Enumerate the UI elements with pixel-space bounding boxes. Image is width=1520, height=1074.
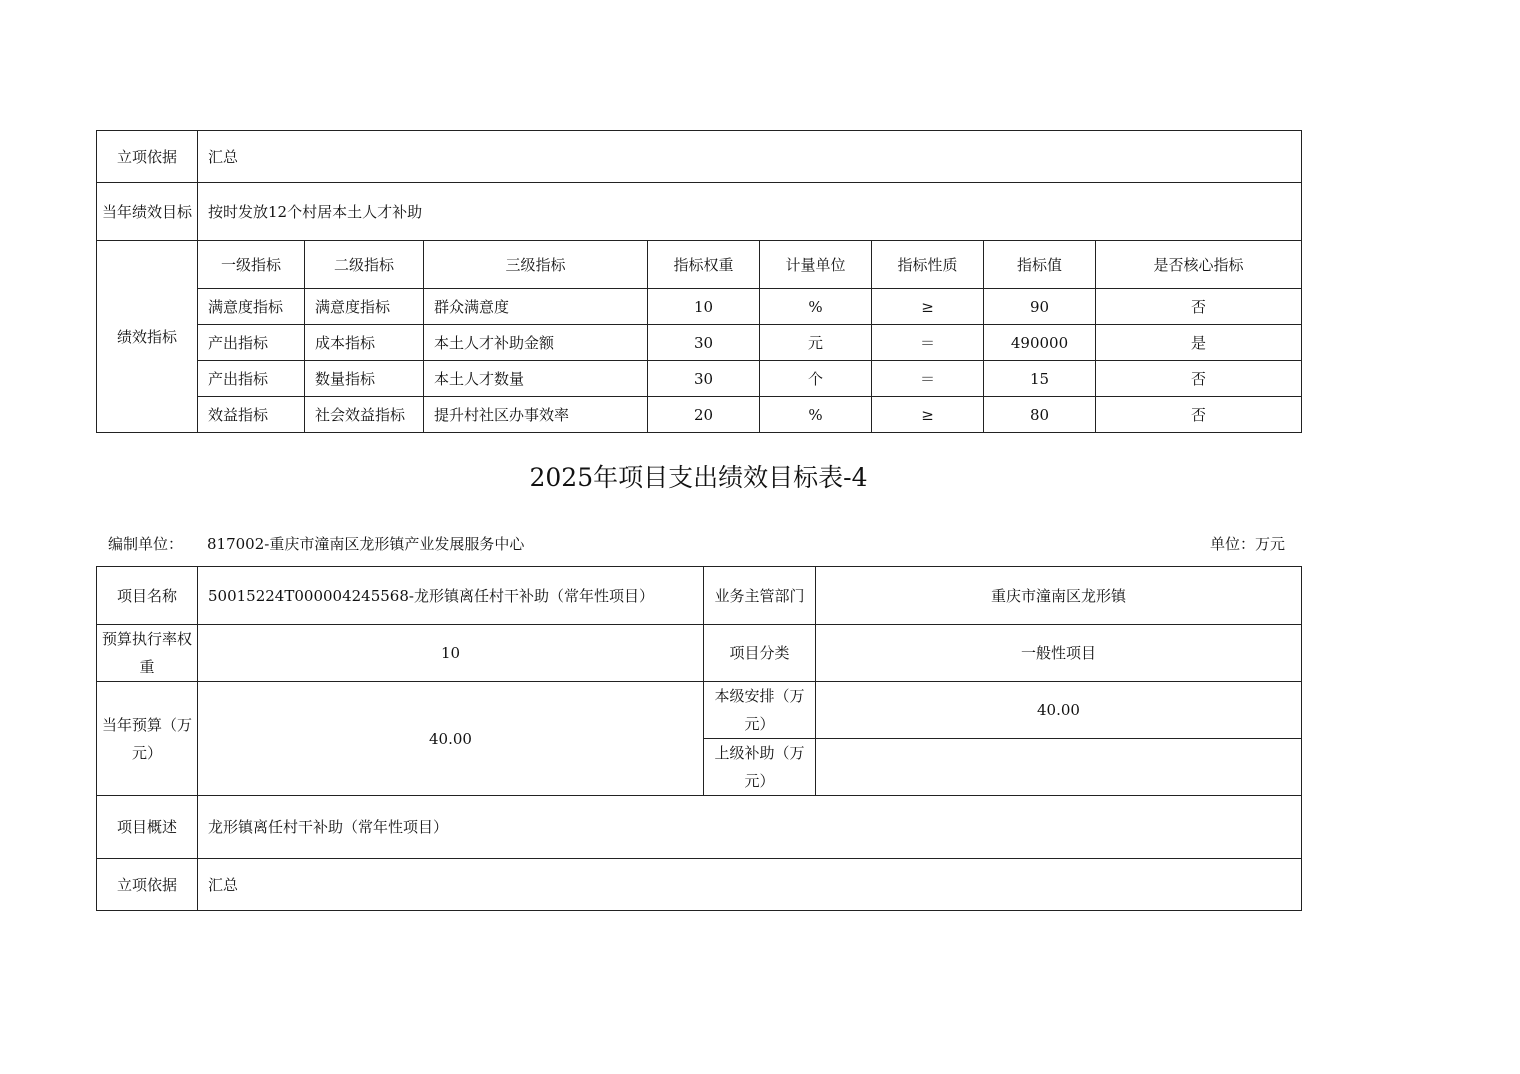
header-cell: 是否核心指标 [1096,241,1302,289]
value-cell: 490000 [984,325,1096,361]
unit-cell: 元 [760,325,872,361]
budget-weight-label: 预算执行率权重 [97,625,198,682]
level2-cell: 成本指标 [305,325,424,361]
header-cell: 三级指标 [424,241,648,289]
goal-value: 按时发放12个村居本土人才补助 [198,183,1302,241]
basis-label: 立项依据 [97,131,198,183]
level1-cell: 产出指标 [198,361,305,397]
basis-value: 汇总 [198,131,1302,183]
header-cell: 指标性质 [872,241,984,289]
table-row [97,289,1302,325]
category-label: 项目分类 [704,625,816,682]
header-cell: 二级指标 [305,241,424,289]
dept-value: 重庆市潼南区龙形镇 [816,567,1302,625]
unit-cell: % [760,397,872,433]
compiling-unit-label: 编制单位： [108,535,184,553]
level3-cell: 群众满意度 [424,289,648,325]
goal-label: 当年绩效目标 [97,183,198,241]
table-row [97,397,1302,433]
category-value: 一般性项目 [816,625,1302,682]
table-row [97,361,1302,397]
header-cell: 指标值 [984,241,1096,289]
basis-value: 汇总 [198,859,1302,911]
upper-value [816,739,1302,796]
level3-cell: 本土人才补助金额 [424,325,648,361]
level2-cell: 满意度指标 [305,289,424,325]
level3-cell: 本土人才数量 [424,361,648,397]
value-cell: 90 [984,289,1096,325]
performance-table-continued [96,130,1302,433]
unit-cell: 个 [760,361,872,397]
nature-cell: ≥ [872,289,984,325]
project-name-value: 50015224T000004245568-龙形镇离任村干补助（常年性项目） [198,567,704,625]
header-cell: 指标权重 [648,241,760,289]
project-name-label: 项目名称 [97,567,198,625]
unit-cell: % [760,289,872,325]
header-cell: 计量单位 [760,241,872,289]
level2-cell: 数量指标 [305,361,424,397]
project-info-table [96,566,1302,911]
currency-unit: 单位：万元 [1210,535,1286,553]
level1-cell: 产出指标 [198,325,305,361]
overview-label: 项目概述 [97,796,198,859]
value-cell: 80 [984,397,1096,433]
core-cell: 否 [1096,361,1302,397]
section-title: 2025年项目支出绩效目标表-4 [529,463,868,492]
upper-label: 上级补助（万元） [704,739,816,796]
indicator-header-row [97,241,1302,289]
level1-cell: 满意度指标 [198,289,305,325]
weight-cell: 10 [648,289,760,325]
nature-cell: ≥ [872,397,984,433]
budget-weight-value: 10 [198,625,704,682]
core-cell: 是 [1096,325,1302,361]
local-label: 本级安排（万元） [704,682,816,739]
core-cell: 否 [1096,397,1302,433]
perf-label: 绩效指标 [97,241,198,433]
value-cell: 15 [984,361,1096,397]
nature-cell: ＝ [872,361,984,397]
table-row [97,325,1302,361]
header-cell: 一级指标 [198,241,305,289]
basis-label: 立项依据 [97,859,198,911]
overview-value: 龙形镇离任村干补助（常年性项目） [198,796,1302,859]
year-budget-value: 40.00 [198,682,704,796]
nature-cell: ＝ [872,325,984,361]
dept-label: 业务主管部门 [704,567,816,625]
level1-cell: 效益指标 [198,397,305,433]
core-cell: 否 [1096,289,1302,325]
weight-cell: 20 [648,397,760,433]
compiling-unit-value: 817002-重庆市潼南区龙形镇产业发展服务中心 [207,535,525,553]
level3-cell: 提升村社区办事效率 [424,397,648,433]
weight-cell: 30 [648,325,760,361]
year-budget-label: 当年预算（万元） [97,682,198,796]
local-value: 40.00 [816,682,1302,739]
level2-cell: 社会效益指标 [305,397,424,433]
weight-cell: 30 [648,361,760,397]
